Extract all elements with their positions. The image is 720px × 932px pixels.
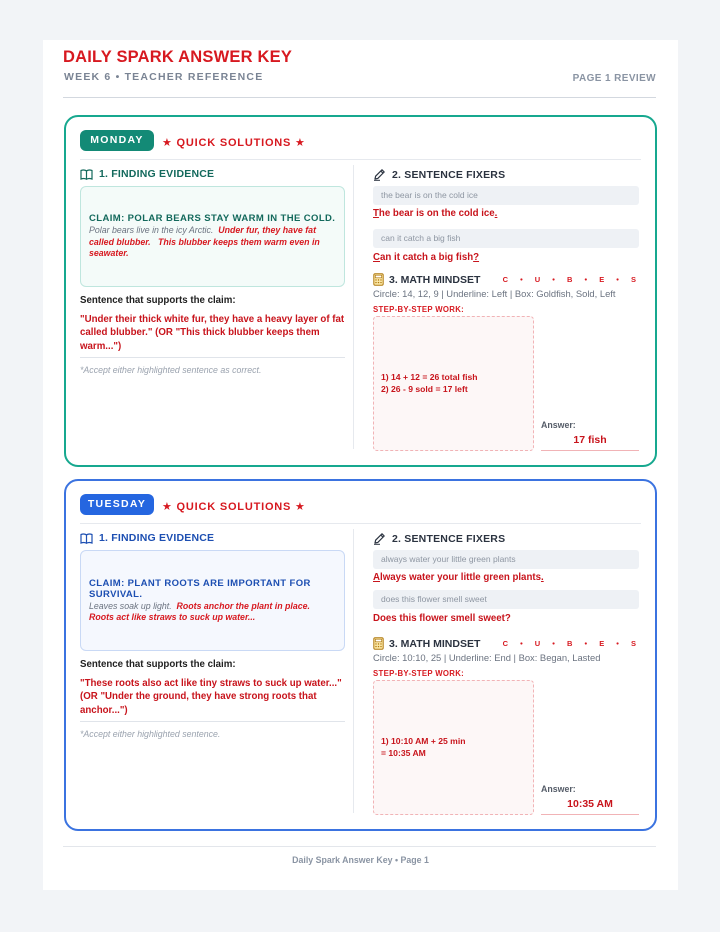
work-step-1: 1) 14 + 12 = 26 total fish: [381, 372, 478, 383]
passage-highlight-1: Roots anchor the plant in place.: [176, 600, 310, 611]
answer-key-page: [43, 40, 678, 890]
day-badge: MONDAY: [80, 130, 154, 151]
calculator-icon: [373, 273, 384, 286]
punctuation: ?: [504, 613, 511, 624]
quick-solutions-label: ★ QUICK SOLUTIONS ★: [162, 501, 306, 513]
evidence-passage-box: [80, 550, 345, 651]
header-divider: [63, 97, 656, 98]
sentence-fixers-heading: [373, 168, 505, 181]
support-answer: "These roots also act like tiny straws to suck up water..." (OR "Under the ground, they have strong roots that anchor..."): [80, 678, 342, 716]
page-review-label: PAGE 1 REVIEW: [572, 73, 656, 84]
sentence-fixers-label: 2. SENTENCE FIXERS: [392, 532, 506, 545]
work-box: [373, 316, 534, 451]
sentence-fixers-label: 2. SENTENCE FIXERS: [392, 168, 506, 181]
supports-claim-label: Sentence that supports the claim:: [80, 295, 236, 306]
column-divider: [353, 165, 354, 449]
answer-rule: [80, 357, 345, 358]
answer-underline: [541, 814, 639, 815]
finding-evidence-label: 1. FINDING EVIDENCE: [99, 532, 215, 544]
claim-text: CLAIM: POLAR BEARS STAY WARM IN THE COLD.: [89, 213, 336, 225]
work-step-1: 1) 10:10 AM + 25 min: [381, 736, 466, 747]
card-divider: [80, 159, 641, 160]
math-circle-text: Circle: 14, 12, 9 | Underline: Left | Box: Goldfish, Sold, Left: [373, 288, 616, 299]
passage-highlight-1: Under fur, they have fat called blubber.: [89, 225, 317, 247]
answer-value: 17 fish: [573, 434, 607, 446]
capital-letter: A: [373, 572, 380, 583]
answer-body: an it catch a big fish: [380, 252, 474, 263]
footer-divider: [63, 846, 656, 847]
punctuation: .: [540, 572, 544, 583]
page-footer: Daily Spark Answer Key • Page 1: [292, 855, 429, 865]
work-box: [373, 680, 534, 815]
math-mindset-label: 3. MATH MINDSET: [389, 273, 481, 286]
passage-text: [89, 601, 336, 624]
math-mindset-heading: [373, 637, 480, 650]
page-subtitle: WEEK 6 • TEACHER REFERENCE: [64, 71, 264, 83]
page-title: DAILY SPARK ANSWER KEY: [63, 48, 293, 66]
tuesday-card: [64, 479, 657, 831]
passage-highlight-2: This blubber keeps them warm even in seawater.: [89, 236, 320, 259]
capital-letter: T: [373, 208, 379, 219]
passage-plain: Polar bears live in the icy Arctic.: [89, 225, 214, 236]
answer-value: 10:35 AM: [567, 798, 613, 810]
math-circle-text: Circle: 10:10, 25 | Underline: End | Box: Began, Lasted: [373, 652, 601, 663]
column-divider: [353, 529, 354, 813]
work-step-2: 2) 26 - 9 sold = 17 left: [381, 383, 468, 394]
cubes-strategy: C • U • B • E • S: [502, 275, 641, 284]
answer-body: Does this flower smell sweet: [373, 613, 505, 624]
day-badge: TUESDAY: [80, 494, 154, 515]
accept-note: *Accept either highlighted sentence.: [80, 729, 221, 739]
monday-card: [64, 115, 657, 467]
step-by-step-label: STEP-BY-STEP WORK:: [373, 305, 465, 314]
fixer-question-1: always water your little green plants: [373, 550, 639, 569]
pencil-icon: [373, 532, 386, 545]
fixer-answer-2: [373, 613, 511, 624]
book-icon: [80, 169, 93, 180]
punctuation: ?: [473, 252, 480, 263]
finding-evidence-label: 1. FINDING EVIDENCE: [99, 168, 215, 180]
cubes-strategy: C • U • B • E • S: [502, 639, 641, 648]
fixer-question-2: can it catch a big fish: [373, 229, 639, 248]
work-step-2: = 10:35 AM: [381, 747, 426, 758]
answer-underline: [541, 450, 639, 451]
passage-highlight-2: Roots act like straws to suck up water...: [89, 612, 256, 622]
finding-evidence-heading: [80, 168, 214, 180]
supports-claim-label: Sentence that supports the claim:: [80, 659, 236, 670]
fixer-question-2: does this flower smell sweet: [373, 590, 639, 609]
math-mindset-label: 3. MATH MINDSET: [389, 637, 481, 650]
answer-body: he bear is on the cold ice: [378, 208, 495, 219]
fixer-answer-1: [373, 572, 544, 583]
pencil-icon: [373, 168, 386, 181]
answer-body: lways water your little green plants: [380, 572, 541, 583]
fixer-answer-1: [373, 208, 497, 219]
passage-text: [89, 225, 336, 259]
accept-note: *Accept either highlighted sentence as correct.: [80, 365, 262, 375]
sentence-fixers-heading: [373, 532, 505, 545]
calculator-icon: [373, 637, 384, 650]
fixer-question-1: the bear is on the cold ice: [373, 186, 639, 205]
support-answer: "Under their thick white fur, they have a heavy layer of fat called blubber." (OR "This thick blubber keeps them warm..."): [80, 314, 345, 352]
finding-evidence-heading: [80, 532, 214, 544]
passage-plain: Leaves soak up light.: [89, 600, 172, 611]
answer-label: Answer:: [541, 784, 576, 794]
quick-solutions-label: ★ QUICK SOLUTIONS ★: [162, 137, 306, 149]
answer-rule: [80, 721, 345, 722]
evidence-passage-box: [80, 186, 345, 287]
math-mindset-heading: [373, 273, 480, 286]
book-icon: [80, 533, 93, 544]
card-divider: [80, 523, 641, 524]
claim-text: CLAIM: PLANT ROOTS ARE IMPORTANT FOR SURVIVAL.: [89, 577, 311, 600]
answer-label: Answer:: [541, 420, 576, 430]
punctuation: .: [494, 208, 498, 219]
capital-letter: C: [373, 252, 380, 263]
fixer-answer-2: [373, 252, 479, 263]
step-by-step-label: STEP-BY-STEP WORK:: [373, 669, 465, 678]
